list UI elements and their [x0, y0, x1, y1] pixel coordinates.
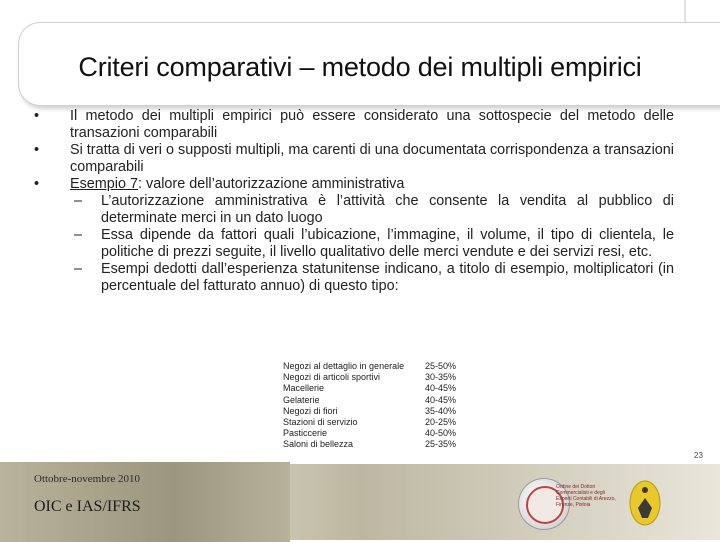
- table-value: 25-50%: [425, 361, 457, 371]
- subbullet-text: Essa dipende da fattori quali l’ubicazione, l’immagine, il volume, il tipo di clientela, le politiche di prezzi seguite, il livello qualitativo delle merci vendute e dei servizi resi, etc.: [101, 227, 674, 260]
- bullet-text: Si tratta di veri o supposti multipli, ma carenti di una documentata corrispondenza a transazioni comparabili: [70, 142, 674, 175]
- table-label: Negozi di fiori: [283, 405, 338, 416]
- bullet-item: [34, 142, 674, 176]
- subbullet-item: [34, 193, 674, 227]
- bullet-text: Il metodo dei multipli empirici può essere considerato una sottospecie del metodo delle transazioni comparabili: [70, 108, 674, 141]
- dash-icon: –: [74, 261, 83, 277]
- bullet-item: [34, 176, 674, 193]
- footer-date: Ottobre-novembre 2010: [34, 473, 140, 485]
- table-label: Pasticcerie: [283, 428, 328, 439]
- bullet-dot-icon: •: [34, 142, 40, 158]
- table-value: 30-35%: [425, 372, 457, 383]
- subbullet-item: [34, 261, 674, 295]
- footer-brand: OIC e IAS/IFRS: [34, 498, 141, 515]
- table-label: Macellerie: [283, 383, 325, 394]
- seal-logo-text: Ordine dei Dottori Commercialisti e degli Esperti Contabili di Arezzo, Firenze, Pistoia: [556, 484, 616, 508]
- table-label: Negozi al dettaglio in generale: [283, 361, 405, 371]
- table-row: [283, 383, 463, 394]
- yellow-emblem-logo-icon: [628, 478, 662, 528]
- page-number: 23: [694, 451, 703, 460]
- table-row: [283, 361, 463, 372]
- bullet-list: [34, 108, 674, 295]
- table-value: 25-35%: [425, 439, 457, 450]
- table-label: Stazioni di servizio: [283, 417, 358, 428]
- table-row: [283, 395, 463, 406]
- table-row: [283, 428, 463, 439]
- table-label: Gelaterie: [283, 394, 320, 405]
- table-value: 40-45%: [425, 383, 457, 394]
- example-label: Esempio 7: [70, 176, 138, 192]
- example-text: : valore dell’autorizzazione amministrativa: [138, 176, 405, 192]
- table-row: [283, 372, 463, 383]
- table-value: 40-50%: [425, 428, 457, 439]
- table-label: Saloni di bellezza: [283, 439, 354, 450]
- subbullet-text: Esempi dedotti dall’esperienza statunitense indicano, a titolo di esempio, moltiplicatori (in percentuale del fatturato annuo) di questo tipo:: [101, 261, 674, 294]
- dash-icon: –: [74, 193, 83, 209]
- multipliers-table: [283, 361, 463, 451]
- dash-icon: –: [74, 227, 83, 243]
- table-value: 20-25%: [425, 417, 457, 428]
- bullet-dot-icon: •: [34, 176, 40, 192]
- table-row: [283, 417, 463, 428]
- table-row: [283, 406, 463, 417]
- table-label: Negozi di articoli sportivi: [283, 372, 381, 383]
- table-value: 40-45%: [425, 394, 457, 405]
- table-row: [283, 439, 463, 450]
- bullet-item: [34, 108, 674, 142]
- slide-title: Criteri comparativi – metodo dei multipli empirici: [78, 52, 642, 82]
- bullet-dot-icon: •: [34, 108, 40, 124]
- subbullet-item: [34, 227, 674, 261]
- table-value: 35-40%: [425, 405, 457, 416]
- top-right-rule: [684, 0, 686, 22]
- subbullet-text: L’autorizzazione amministrativa è l’attività che consente la vendita al pubblico di determinate merci in un dato luogo: [101, 193, 674, 226]
